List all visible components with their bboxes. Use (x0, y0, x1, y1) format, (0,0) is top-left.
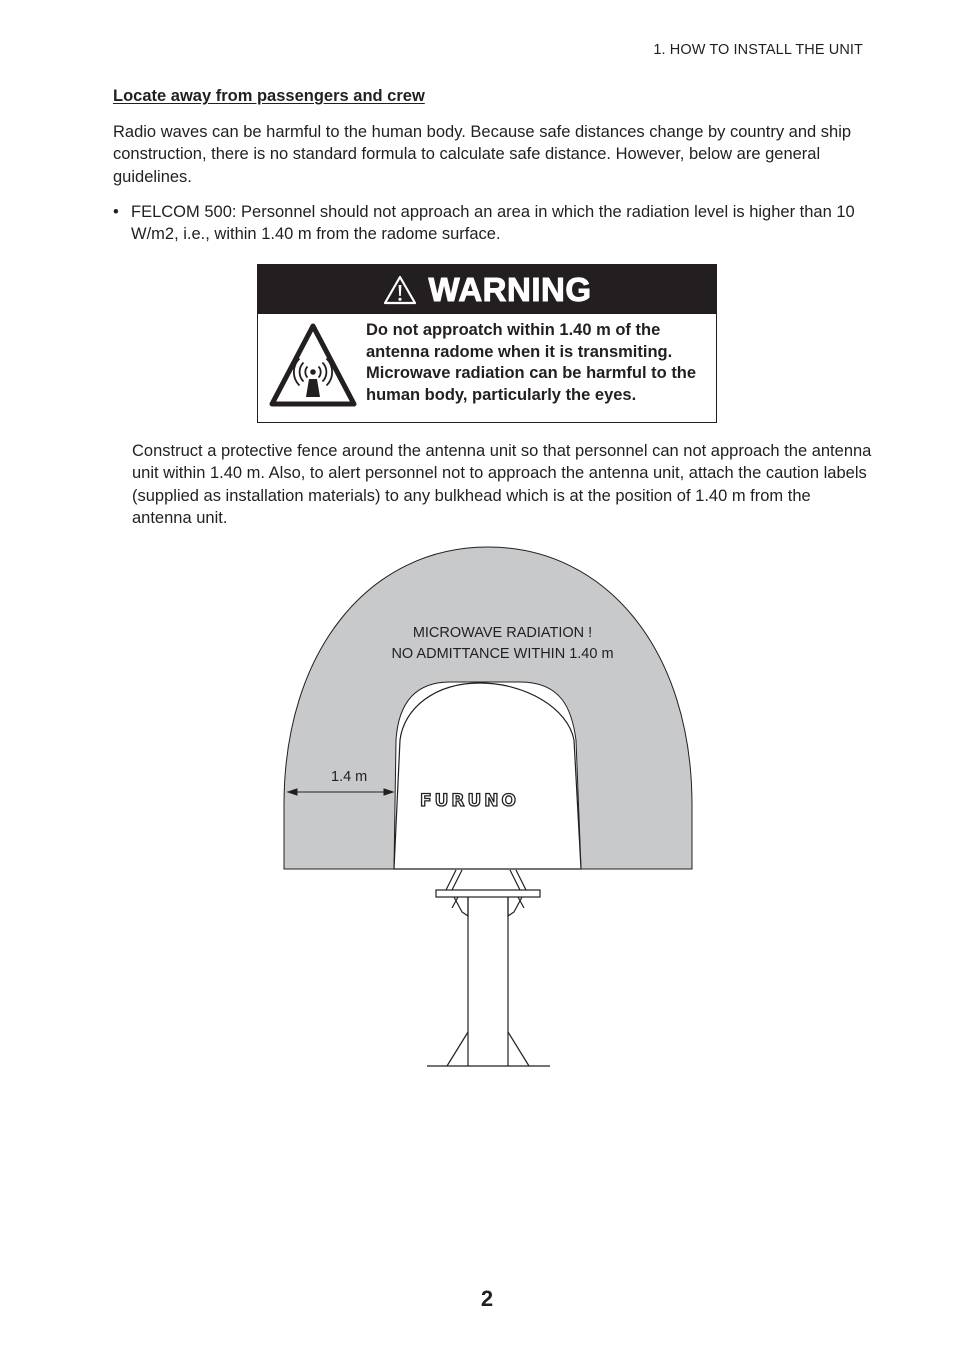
zone-warning-label-line1: MICROWAVE RADIATION ! (412, 625, 593, 641)
page-number: 2 (480, 1286, 494, 1311)
guideline-bullet (113, 201, 868, 246)
intro-paragraph: Radio waves can be harmful to the human body. Because safe distances change by country and ship construction, there is no standard formula to calculate safe distance. However, below are general guidelines. (113, 123, 852, 186)
fence-instruction-paragraph: Construct a protective fence around the antenna unit so that personnel can not approach the antenna unit within 1.40 m. Also, to alert personnel not to approach the antenna unit, attach the caution labels (supplied as installation materials) to any bulkhead which is at the position of 1.40 m from the antenna unit. (132, 442, 872, 528)
warning-body (258, 314, 716, 422)
warning-title: WARNING (428, 270, 592, 308)
antenna-mast (427, 897, 550, 1066)
bullet-dot: • (113, 203, 119, 221)
section-heading: Locate away from passengers and crew (113, 87, 425, 105)
warning-box (257, 264, 717, 423)
mount-bracket (436, 870, 540, 916)
running-header: 1. HOW TO INSTALL THE UNIT (653, 42, 863, 58)
antenna-radome (394, 683, 581, 869)
zone-warning-label-line2: NO ADMITTANCE WITHIN 1.40 m (391, 646, 614, 662)
bullet-text: FELCOM 500: Personnel should not approach an area in which the radiation level is higher than 10 W/m2, i.e., within 1.40 m from the radome surface. (131, 203, 855, 244)
distance-label: 1.4 m (331, 769, 368, 785)
warning-header (258, 265, 716, 314)
warning-text: Do not approatch within 1.40 m of the antenna radome when it is transmiting. Microwave radiation can be harmful to the human body, particularly the eyes. (366, 321, 697, 404)
radiation-warning-sign-icon (269, 322, 357, 410)
furuno-logo: FURUNO (420, 791, 519, 811)
caution-triangle-icon (383, 275, 417, 305)
antenna-safety-diagram (270, 540, 710, 1080)
